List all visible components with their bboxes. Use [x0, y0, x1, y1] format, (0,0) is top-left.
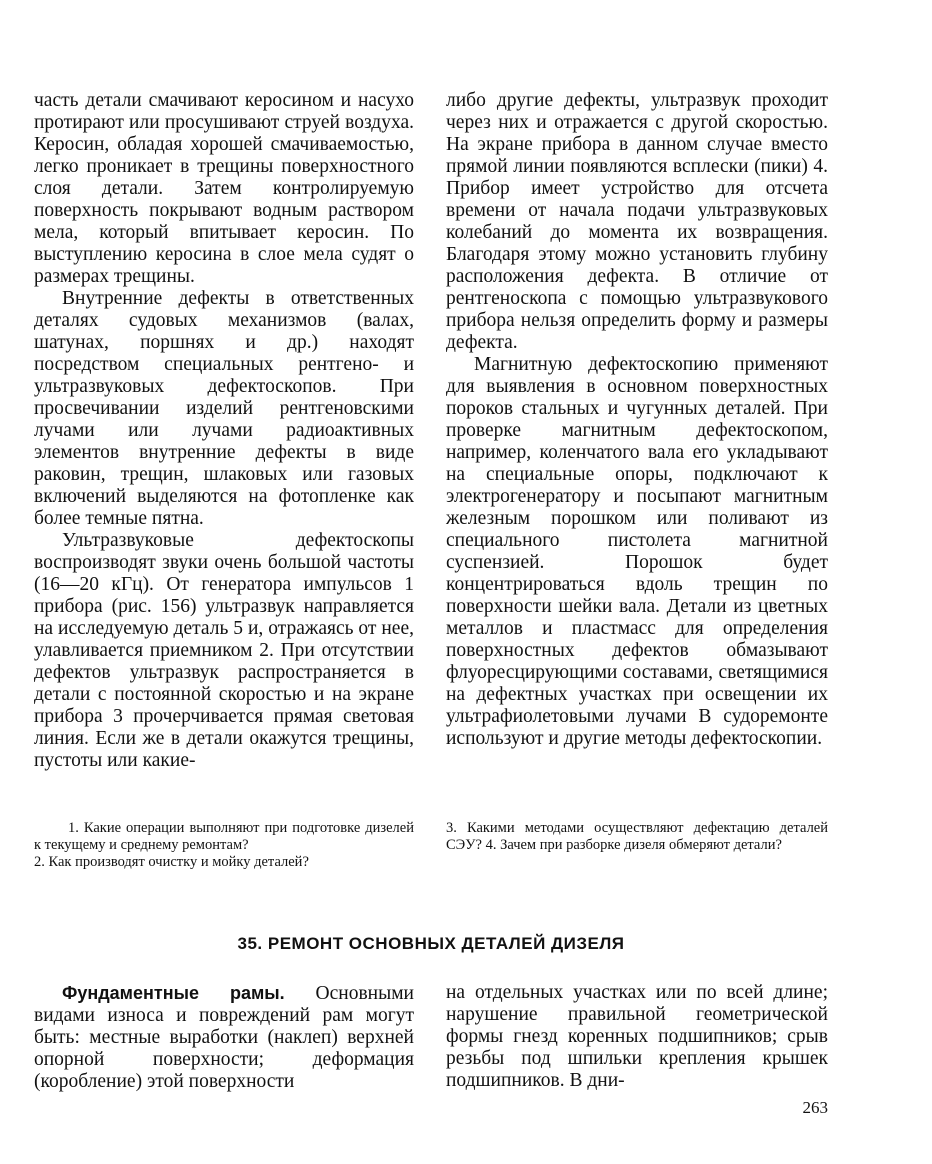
paragraph-ultrasonic-continued: либо другие дефекты, ультразвук проходит через них и отражается с другой скоростью. На экране прибора в данном случае вместо прямой линии появляются всплески (пики) 4. Прибор имеет устройство для отсчета времени от начала подачи ультразвуковых колебаний до момента их возвращения. Благодаря этому можно установить глубину расположения дефекта. В отличие от рентгеноскопа с помощью ультразвукового прибора нельзя определить форму и размеры дефекта. — [446, 90, 828, 353]
paragraph-foundation-continued: на отдельных участках или по всей длине; нарушение правильной геометрической формы гнезд коренных подшипников; срыв резьбы под шпильки крепления крышек подшипников. В дни- — [446, 982, 828, 1091]
paragraph-kerosene-test: часть детали смачивают керосином и насухо протирают или просушивают струей воздуха. Керосин, обладая хорошей смачиваемостью, легко проникает в трещины поверхностного слоя детали. Затем контролируемую поверхность покрывают водным раствором мела, который впитывает керосин. По выступлению керосина в слое мела судят о размерах трещины. — [34, 90, 414, 287]
paragraph-text: Основными видами износа и повреждений рам могут быть: местные выработки (наклеп) верхней опорной поверхности; деформация (коробление) этой поверхности — [34, 983, 414, 1092]
bottom-left-column — [34, 982, 414, 1093]
question-2: 2. Как производят очистку и мойку деталей? — [34, 854, 309, 870]
bottom-right-column — [446, 982, 828, 1092]
review-questions-left — [34, 820, 414, 871]
question-1: 1. Какие операции выполняют при подготовке дизелей к текущему и среднему ремонтам? — [34, 820, 414, 853]
paragraph-foundation-frames — [34, 982, 414, 1093]
paragraph-lead: Фундаментные рамы. — [62, 983, 285, 1003]
paragraph-internal-defects: Внутренние дефекты в ответственных деталях судовых механизмов (валах, шатунах, поршнях и др.) находят посредством специальных рентгено- и ультразвуковых дефектоскопов. При просвечивании изделий рентгеновскими лучами или лучами радиоактивных элементов внутренние дефекты в виде раковин, трещин, шлаковых или газовых включений выделяются на фотопленке как более темные пятна. — [34, 288, 414, 529]
paragraph-magnetic: Магнитную дефектоскопию применяют для выявления в основном поверхностных пороков стальных и чугунных деталей. При проверке магнитным дефектоскопом, например, коленчатого вала его укладывают на специальные опоры, подключают к электрогенератору и посыпают магнитным железным порошком или поливают из специального пистолета магнитной суспензией. Порошок будет концентрироваться вдоль трещин по поверхности шейки вала. Детали из цветных металлов и пластмасс для определения поверхностных дефектов обмазывают флуоресцирующими составами, светящимися на дефектных участках при освещении их ультрафиолетовыми лучами В судоремонте используют и другие методы дефектоскопии. — [446, 354, 828, 749]
page-number: 263 — [802, 1098, 828, 1117]
section-title: 35. РЕМОНТ ОСНОВНЫХ ДЕТАЛЕЙ ДИЗЕЛЯ — [237, 934, 625, 953]
question-3-4: 3. Какими методами осуществляют дефектацию деталей СЭУ? 4. Зачем при разборке дизеля обмеряют детали? — [446, 820, 828, 853]
top-right-column — [446, 90, 828, 750]
top-left-column — [34, 90, 414, 772]
paragraph-ultrasonic: Ультразвуковые дефектоскопы воспроизводят звуки очень большой частоты (16—20 кГц). От генератора импульсов 1 прибора (рис. 156) ультразвук направляется на исследуемую деталь 5 и, отражаясь от нее, улавливается приемником 2. При отсутствии дефектов ультразвук распространяется в детали с постоянной скоростью и на экране прибора 3 прочерчивается прямая световая линия. Если же в детали окажутся трещины, пустоты или какие- — [34, 530, 414, 771]
review-questions-right — [446, 820, 828, 854]
